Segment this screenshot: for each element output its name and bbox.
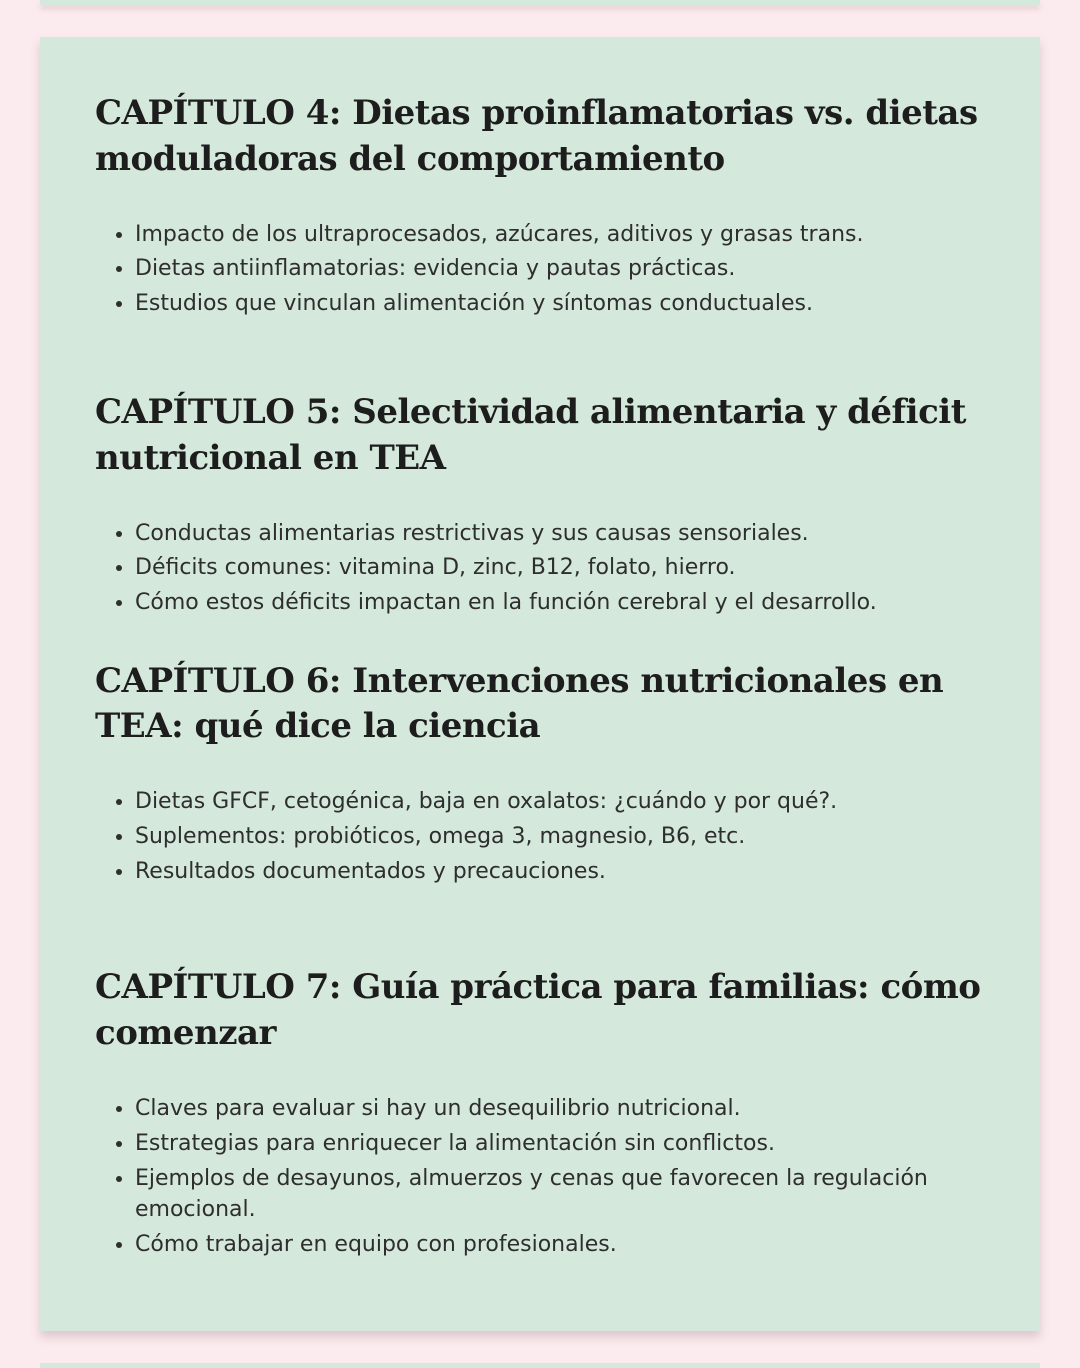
list-item: • Impacto de los ultraprocesados, azúcares, aditivos y grasas trans. (135, 219, 984, 251)
previous-page-edge (40, 0, 1040, 5)
list-item: • Resultados documentados y precauciones. (135, 856, 984, 888)
chapter-bullet-list (95, 518, 984, 619)
chapter-bullet-list (95, 786, 984, 887)
page-card (40, 37, 1040, 1331)
list-item: • Claves para evaluar si hay un desequilibrio nutricional. (135, 1093, 984, 1125)
list-item: • Cómo trabajar en equipo con profesionales. (135, 1229, 984, 1261)
chapter-section-7 (95, 965, 984, 1260)
chapter-section-5 (95, 390, 984, 619)
chapter-section-6 (95, 659, 984, 888)
chapter-bullet-list (95, 1093, 984, 1260)
list-item: • Conductas alimentarias restrictivas y sus causas sensoriales. (135, 518, 984, 550)
list-item: • Suplementos: probióticos, omega 3, magnesio, B6, etc. (135, 821, 984, 853)
list-item: • Estrategias para enriquecer la alimentación sin conflictos. (135, 1128, 984, 1160)
list-item: • Dietas antiinflamatorias: evidencia y pautas prácticas. (135, 253, 984, 285)
chapter-bullet-list (95, 219, 984, 320)
list-item: • Déficits comunes: vitamina D, zinc, B12, folato, hierro. (135, 552, 984, 584)
list-item: • Estudios que vinculan alimentación y síntomas conductuales. (135, 288, 984, 320)
list-item: • Cómo estos déficits impactan en la función cerebral y el desarrollo. (135, 587, 984, 619)
chapter-title: CAPÍTULO 5: Selectividad alimentaria y déficit nutricional en TEA (95, 391, 966, 478)
next-page-edge (40, 1363, 1040, 1368)
list-item: • Ejemplos de desayunos, almuerzos y cenas que favorecen la regulación emocional. (135, 1163, 984, 1226)
chapter-section-4 (95, 91, 984, 320)
chapter-title: CAPÍTULO 7: Guía práctica para familias: cómo comenzar (95, 967, 981, 1054)
list-item: • Dietas GFCF, cetogénica, baja en oxalatos: ¿cuándo y por qué?. (135, 786, 984, 818)
chapter-title: CAPÍTULO 6: Intervenciones nutricionales en TEA: qué dice la ciencia (95, 660, 944, 747)
chapter-title: CAPÍTULO 4: Dietas proinflamatorias vs. dietas moduladoras del comportamiento (95, 93, 978, 179)
